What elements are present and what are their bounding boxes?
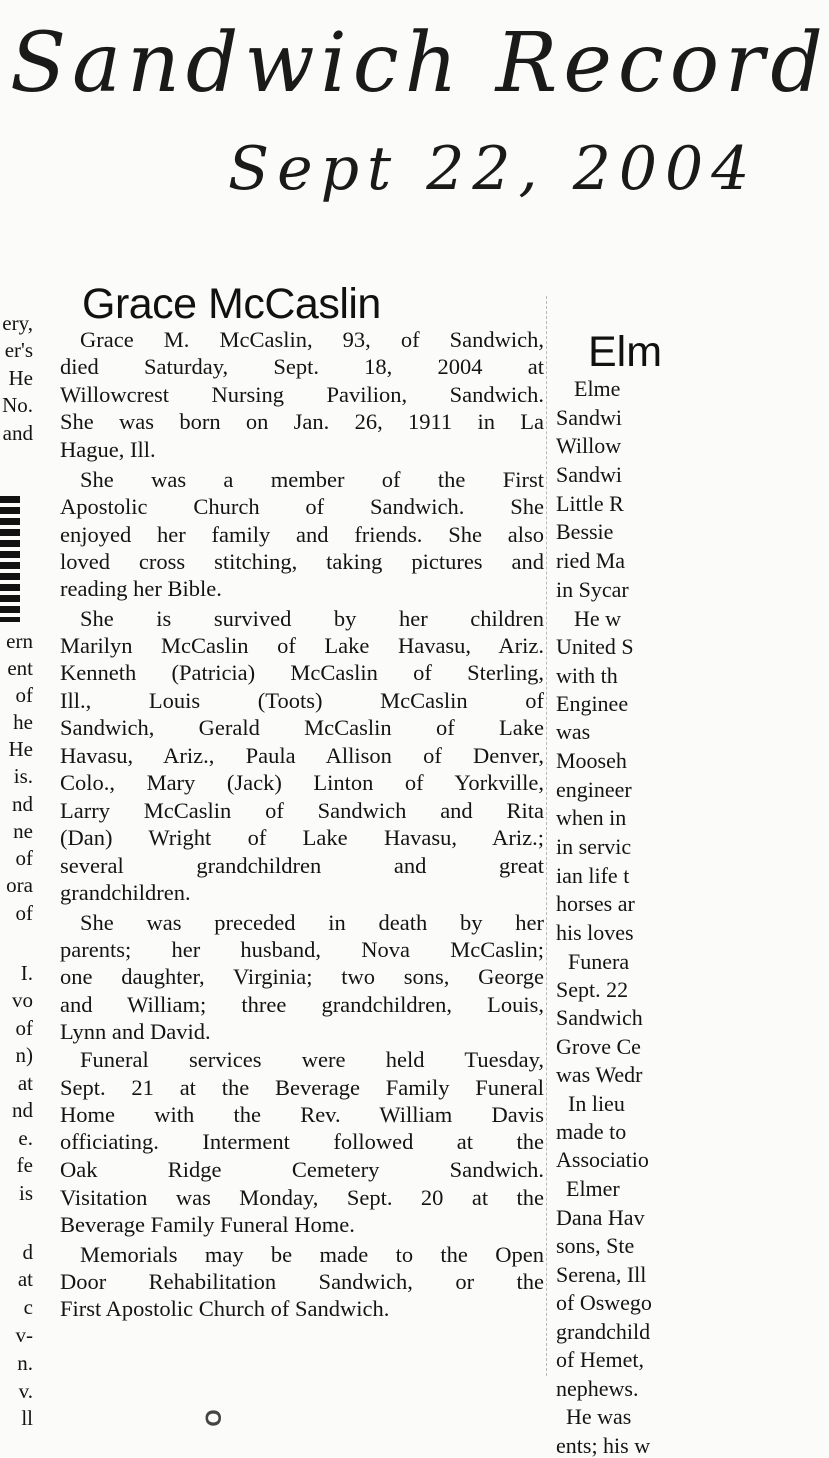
right-column-line: Dana Hav bbox=[556, 1205, 645, 1230]
right-column-line: of Hemet, bbox=[556, 1347, 644, 1372]
article-line: Hague, Ill. bbox=[60, 437, 156, 462]
right-column-line: grandchild bbox=[556, 1319, 651, 1344]
article-line: (Dan) Wright of Lake Havasu, Ariz.; bbox=[60, 825, 544, 850]
left-column-line: fe bbox=[16, 1153, 33, 1177]
right-column-line: Funera bbox=[568, 949, 630, 974]
right-column-line: was Wedr bbox=[556, 1062, 643, 1087]
left-column-line: ern bbox=[6, 629, 33, 653]
right-column-line: Sept. 22 bbox=[556, 977, 629, 1002]
left-column-line: ora bbox=[6, 873, 33, 897]
article-line: Apostolic Church of Sandwich. She bbox=[60, 494, 544, 519]
left-column-line: d bbox=[22, 1240, 33, 1264]
article-line: Colo., Mary (Jack) Linton of Yorkville, bbox=[60, 770, 544, 795]
article-line: one daughter, Virginia; two sons, George bbox=[60, 964, 544, 989]
left-column-line: at bbox=[17, 1267, 33, 1291]
right-column-line: Sandwich bbox=[556, 1005, 643, 1030]
article-line: Larry McCaslin of Sandwich and Rita bbox=[60, 798, 544, 823]
left-column-line: nd bbox=[12, 792, 33, 816]
article-line: Sandwich, Gerald McCaslin of Lake bbox=[60, 715, 544, 740]
right-column-line: ents; his w bbox=[556, 1433, 651, 1458]
article-line: First Apostolic Church of Sandwich. bbox=[60, 1296, 390, 1321]
article-line: Havasu, Ariz., Paula Allison of Denver, bbox=[60, 743, 544, 768]
article-line: Memorials may be made to the Open bbox=[80, 1242, 544, 1267]
right-column-line: Elmer bbox=[566, 1176, 620, 1201]
article-line: Visitation was Monday, Sept. 20 at the bbox=[60, 1185, 544, 1210]
left-column-line: c bbox=[23, 1295, 33, 1319]
right-column-headline: Elm bbox=[588, 328, 663, 376]
article-line: Grace M. McCaslin, 93, of Sandwich, bbox=[80, 327, 544, 352]
article-line: Home with the Rev. William Davis bbox=[60, 1102, 544, 1127]
left-column-line: ery, bbox=[2, 311, 33, 335]
article-line: Kenneth (Patricia) McCaslin of Sterling, bbox=[60, 660, 544, 685]
page-edge-mark: O bbox=[200, 1409, 226, 1427]
barcode-graphic bbox=[0, 496, 20, 622]
article-line: grandchildren. bbox=[60, 880, 191, 905]
right-column-line: with th bbox=[556, 663, 618, 688]
article-line: loved cross stitching, taking pictures and bbox=[60, 549, 544, 574]
left-column-line: of bbox=[15, 683, 33, 707]
left-column-line: v. bbox=[18, 1379, 33, 1403]
left-column-line: v- bbox=[15, 1323, 33, 1347]
left-column-line: er's bbox=[4, 338, 33, 362]
left-column-line: nd bbox=[12, 1098, 33, 1122]
article-line: reading her Bible. bbox=[60, 576, 222, 601]
right-column-line: Associatio bbox=[556, 1147, 649, 1172]
handwritten-date: Sept 22, 2004 bbox=[228, 134, 758, 204]
left-column-line: He bbox=[8, 366, 33, 390]
article-line: Marilyn McCaslin of Lake Havasu, Ariz. bbox=[60, 633, 544, 658]
article-line: She was born on Jan. 26, 1911 in La bbox=[60, 409, 544, 434]
right-column-line: engineer bbox=[556, 777, 632, 802]
left-column-line: n) bbox=[15, 1043, 33, 1067]
article-line: Sept. 21 at the Beverage Family Funeral bbox=[60, 1075, 544, 1100]
right-column-line: sons, Ste bbox=[556, 1233, 635, 1258]
right-column-line: He w bbox=[574, 606, 622, 631]
right-column-line: Little R bbox=[556, 491, 624, 516]
left-column-line: at bbox=[17, 1071, 33, 1095]
right-column-line: in servic bbox=[556, 834, 632, 859]
right-column-line: Willow bbox=[556, 433, 622, 458]
obituary-article bbox=[60, 268, 550, 1408]
left-column-line: vo bbox=[12, 988, 33, 1012]
right-column-line: was bbox=[556, 719, 591, 744]
article-line: enjoyed her family and friends. She also bbox=[60, 522, 544, 547]
left-adjacent-column bbox=[0, 306, 36, 1439]
left-column-line: I. bbox=[20, 961, 33, 985]
right-column-line: He was bbox=[566, 1404, 632, 1429]
article-line: Oak Ridge Cemetery Sandwich. bbox=[60, 1157, 544, 1182]
article-line: She was a member of the First bbox=[80, 467, 544, 492]
article-line: Beverage Family Funeral Home. bbox=[60, 1212, 355, 1237]
right-column-line: Serena, Ill bbox=[556, 1262, 647, 1287]
left-column-line: he bbox=[13, 710, 33, 734]
article-line: Funeral services were held Tuesday, bbox=[80, 1047, 544, 1072]
right-column-line: made to bbox=[556, 1119, 627, 1144]
right-column-line: Sandwi bbox=[556, 462, 622, 487]
handwritten-publication-name: Sandwich Record bbox=[10, 16, 829, 111]
left-column-line: of bbox=[15, 846, 33, 870]
column-divider bbox=[546, 296, 547, 1376]
article-line: parents; her husband, Nova McCaslin; bbox=[60, 937, 544, 962]
left-column-line: e. bbox=[18, 1126, 33, 1150]
right-column-line: Sandwi bbox=[556, 405, 622, 430]
right-column-line: when in bbox=[556, 805, 627, 830]
right-column-line: of Oswego bbox=[556, 1290, 652, 1315]
right-column-line: horses ar bbox=[556, 891, 635, 916]
left-column-line: of bbox=[15, 901, 33, 925]
right-column-line: United S bbox=[556, 634, 634, 659]
article-line: She is survived by her children bbox=[80, 606, 544, 631]
right-column-line: Grove Ce bbox=[556, 1034, 641, 1059]
article-line: several grandchildren and great bbox=[60, 853, 544, 878]
left-column-line: ent bbox=[7, 656, 33, 680]
left-column-line: and bbox=[2, 421, 33, 445]
article-line: Lynn and David. bbox=[60, 1019, 211, 1044]
left-column-line: n. bbox=[17, 1351, 33, 1375]
article-line: and William; three grandchildren, Louis, bbox=[60, 992, 544, 1017]
article-line: died Saturday, Sept. 18, 2004 at bbox=[60, 354, 544, 379]
right-column-line: Enginee bbox=[556, 691, 629, 716]
left-column-line: ll bbox=[21, 1406, 33, 1430]
right-column-line: nephews. bbox=[556, 1376, 639, 1401]
right-column-line: Bessie bbox=[556, 519, 614, 544]
left-column-line: He bbox=[8, 737, 33, 761]
left-column-line: of bbox=[15, 1016, 33, 1040]
article-line: Door Rehabilitation Sandwich, or the bbox=[60, 1269, 544, 1294]
right-column-line: Elme bbox=[574, 376, 621, 401]
right-column-line: In lieu bbox=[568, 1091, 625, 1116]
right-column-line: his loves bbox=[556, 920, 634, 945]
right-column-line: in Sycar bbox=[556, 577, 629, 602]
left-column-line: is bbox=[18, 1181, 33, 1205]
article-headline: Grace McCaslin bbox=[82, 280, 381, 328]
left-column-line: is. bbox=[13, 764, 33, 788]
left-column-line: ne bbox=[13, 819, 33, 843]
article-line: officiating. Interment followed at the bbox=[60, 1129, 544, 1154]
right-column-line: ried Ma bbox=[556, 548, 626, 573]
article-line: She was preceded in death by her bbox=[80, 910, 544, 935]
article-line: Ill., Louis (Toots) McCaslin of bbox=[60, 688, 544, 713]
right-column-line: Mooseh bbox=[556, 748, 627, 773]
right-column-line: ian life t bbox=[556, 863, 630, 888]
right-adjacent-column bbox=[552, 320, 667, 1458]
left-column-line: No. bbox=[2, 393, 33, 417]
article-line: Willowcrest Nursing Pavilion, Sandwich. bbox=[60, 382, 544, 407]
